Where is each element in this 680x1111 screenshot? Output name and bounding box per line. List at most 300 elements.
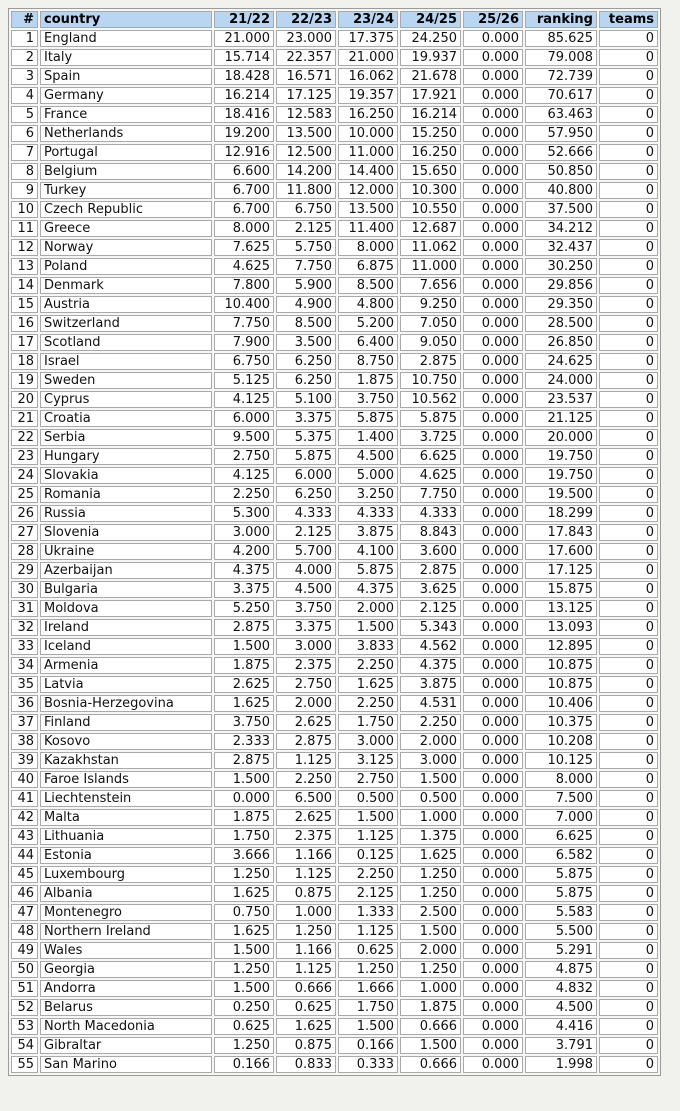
cell-s2324: 5.000 (338, 467, 398, 484)
cell-s2122: 6.700 (214, 201, 274, 218)
cell-country: Gibraltar (40, 1037, 212, 1054)
cell-s2223: 3.375 (276, 619, 336, 636)
cell-teams: 0 (599, 999, 658, 1016)
cell-s2122: 1.625 (214, 885, 274, 902)
cell-rank: 41 (11, 790, 38, 807)
cell-s2425: 10.550 (400, 201, 461, 218)
cell-rank: 8 (11, 163, 38, 180)
cell-s2324: 2.250 (338, 657, 398, 674)
cell-ranking: 10.208 (525, 733, 597, 750)
table-row (11, 125, 658, 142)
cell-s2324: 3.750 (338, 391, 398, 408)
cell-country: Portugal (40, 144, 212, 161)
cell-s2425: 0.500 (400, 790, 461, 807)
cell-s2223: 0.875 (276, 885, 336, 902)
cell-s2223: 1.125 (276, 752, 336, 769)
cell-teams: 0 (599, 353, 658, 370)
cell-s2324: 2.750 (338, 771, 398, 788)
cell-s2324: 17.375 (338, 30, 398, 47)
cell-s2526: 0.000 (463, 980, 523, 997)
cell-s2122: 7.900 (214, 334, 274, 351)
cell-s2526: 0.000 (463, 144, 523, 161)
cell-ranking: 4.875 (525, 961, 597, 978)
cell-s2526: 0.000 (463, 600, 523, 617)
cell-country: North Macedonia (40, 1018, 212, 1035)
cell-s2425: 10.300 (400, 182, 461, 199)
table-row (11, 961, 658, 978)
cell-s2425: 1.375 (400, 828, 461, 845)
table-row (11, 695, 658, 712)
cell-ranking: 17.843 (525, 524, 597, 541)
cell-teams: 0 (599, 277, 658, 294)
cell-s2425: 1.625 (400, 847, 461, 864)
cell-s2122: 3.000 (214, 524, 274, 541)
cell-s2526: 0.000 (463, 125, 523, 142)
cell-country: Spain (40, 68, 212, 85)
cell-country: Turkey (40, 182, 212, 199)
cell-s2425: 3.725 (400, 429, 461, 446)
cell-s2526: 0.000 (463, 866, 523, 883)
cell-country: Luxembourg (40, 866, 212, 883)
table-row (11, 999, 658, 1016)
table-row (11, 163, 658, 180)
cell-s2425: 3.600 (400, 543, 461, 560)
cell-ranking: 5.500 (525, 923, 597, 940)
cell-ranking: 17.125 (525, 562, 597, 579)
cell-rank: 48 (11, 923, 38, 940)
cell-s2122: 6.750 (214, 353, 274, 370)
cell-rank: 55 (11, 1056, 38, 1073)
cell-rank: 20 (11, 391, 38, 408)
cell-ranking: 50.850 (525, 163, 597, 180)
cell-rank: 19 (11, 372, 38, 389)
cell-teams: 0 (599, 258, 658, 275)
cell-s2324: 1.750 (338, 714, 398, 731)
table-row (11, 543, 658, 560)
column-header-s2526: 25/26 (463, 11, 523, 28)
cell-s2526: 0.000 (463, 315, 523, 332)
cell-s2122: 1.875 (214, 809, 274, 826)
cell-rank: 49 (11, 942, 38, 959)
cell-s2425: 1.500 (400, 923, 461, 940)
cell-s2526: 0.000 (463, 258, 523, 275)
cell-rank: 44 (11, 847, 38, 864)
table-row (11, 676, 658, 693)
cell-teams: 0 (599, 125, 658, 142)
cell-country: Andorra (40, 980, 212, 997)
cell-s2223: 16.571 (276, 68, 336, 85)
cell-country: Bosnia-Herzegovina (40, 695, 212, 712)
cell-s2425: 19.937 (400, 49, 461, 66)
cell-ranking: 7.000 (525, 809, 597, 826)
cell-s2122: 18.416 (214, 106, 274, 123)
cell-teams: 0 (599, 942, 658, 959)
cell-s2223: 17.125 (276, 87, 336, 104)
cell-ranking: 1.998 (525, 1056, 597, 1073)
cell-s2324: 1.400 (338, 429, 398, 446)
cell-rank: 17 (11, 334, 38, 351)
cell-s2122: 2.875 (214, 752, 274, 769)
cell-s2425: 5.343 (400, 619, 461, 636)
cell-country: Croatia (40, 410, 212, 427)
cell-s2122: 9.500 (214, 429, 274, 446)
cell-s2324: 1.500 (338, 1018, 398, 1035)
cell-s2526: 0.000 (463, 353, 523, 370)
cell-rank: 45 (11, 866, 38, 883)
table-row (11, 372, 658, 389)
cell-s2425: 16.250 (400, 144, 461, 161)
cell-rank: 9 (11, 182, 38, 199)
cell-s2324: 1.500 (338, 619, 398, 636)
cell-teams: 0 (599, 49, 658, 66)
cell-rank: 24 (11, 467, 38, 484)
cell-rank: 27 (11, 524, 38, 541)
cell-s2526: 0.000 (463, 49, 523, 66)
cell-rank: 14 (11, 277, 38, 294)
column-header-s2122: 21/22 (214, 11, 274, 28)
table-row (11, 391, 658, 408)
cell-s2324: 8.000 (338, 239, 398, 256)
cell-teams: 0 (599, 1018, 658, 1035)
cell-teams: 0 (599, 543, 658, 560)
cell-rank: 36 (11, 695, 38, 712)
cell-s2122: 3.750 (214, 714, 274, 731)
cell-s2324: 1.666 (338, 980, 398, 997)
cell-rank: 31 (11, 600, 38, 617)
cell-s2122: 5.125 (214, 372, 274, 389)
cell-country: Estonia (40, 847, 212, 864)
cell-s2223: 4.000 (276, 562, 336, 579)
cell-s2425: 7.656 (400, 277, 461, 294)
cell-s2122: 1.500 (214, 771, 274, 788)
cell-s2425: 8.843 (400, 524, 461, 541)
cell-s2324: 1.333 (338, 904, 398, 921)
cell-s2223: 1.166 (276, 942, 336, 959)
cell-s2122: 2.333 (214, 733, 274, 750)
cell-country: Poland (40, 258, 212, 275)
cell-s2324: 10.000 (338, 125, 398, 142)
cell-s2223: 12.583 (276, 106, 336, 123)
cell-s2526: 0.000 (463, 581, 523, 598)
cell-s2122: 16.214 (214, 87, 274, 104)
cell-teams: 0 (599, 638, 658, 655)
table-row (11, 353, 658, 370)
cell-s2223: 1.625 (276, 1018, 336, 1035)
table-row (11, 410, 658, 427)
cell-s2425: 2.125 (400, 600, 461, 617)
cell-s2223: 0.666 (276, 980, 336, 997)
cell-s2425: 0.666 (400, 1056, 461, 1073)
cell-country: Slovenia (40, 524, 212, 541)
cell-s2122: 4.125 (214, 467, 274, 484)
cell-s2526: 0.000 (463, 391, 523, 408)
cell-rank: 22 (11, 429, 38, 446)
cell-country: Malta (40, 809, 212, 826)
cell-s2223: 1.250 (276, 923, 336, 940)
cell-s2223: 22.357 (276, 49, 336, 66)
cell-rank: 4 (11, 87, 38, 104)
cell-s2425: 6.625 (400, 448, 461, 465)
cell-s2324: 4.800 (338, 296, 398, 313)
cell-teams: 0 (599, 847, 658, 864)
cell-s2526: 0.000 (463, 809, 523, 826)
cell-country: Israel (40, 353, 212, 370)
cell-country: Germany (40, 87, 212, 104)
cell-country: Wales (40, 942, 212, 959)
cell-s2122: 1.500 (214, 942, 274, 959)
table-row (11, 315, 658, 332)
cell-s2223: 6.500 (276, 790, 336, 807)
cell-ranking: 12.895 (525, 638, 597, 655)
cell-s2122: 2.625 (214, 676, 274, 693)
table-row (11, 904, 658, 921)
cell-s2324: 5.875 (338, 562, 398, 579)
cell-teams: 0 (599, 87, 658, 104)
table-row (11, 220, 658, 237)
cell-s2223: 2.375 (276, 657, 336, 674)
cell-rank: 40 (11, 771, 38, 788)
table-row (11, 68, 658, 85)
cell-s2122: 1.250 (214, 866, 274, 883)
cell-ranking: 20.000 (525, 429, 597, 446)
cell-teams: 0 (599, 961, 658, 978)
cell-s2324: 19.357 (338, 87, 398, 104)
table-row (11, 87, 658, 104)
table-row (11, 638, 658, 655)
cell-teams: 0 (599, 163, 658, 180)
cell-teams: 0 (599, 429, 658, 446)
cell-ranking: 70.617 (525, 87, 597, 104)
cell-s2324: 1.625 (338, 676, 398, 693)
cell-s2526: 0.000 (463, 30, 523, 47)
cell-country: England (40, 30, 212, 47)
table-row (11, 828, 658, 845)
table-row (11, 334, 658, 351)
cell-s2526: 0.000 (463, 505, 523, 522)
cell-country: Switzerland (40, 315, 212, 332)
cell-ranking: 4.416 (525, 1018, 597, 1035)
cell-ranking: 4.832 (525, 980, 597, 997)
cell-s2223: 1.125 (276, 866, 336, 883)
cell-s2324: 14.400 (338, 163, 398, 180)
cell-teams: 0 (599, 1037, 658, 1054)
cell-ranking: 37.500 (525, 201, 597, 218)
cell-s2223: 2.375 (276, 828, 336, 845)
cell-s2526: 0.000 (463, 220, 523, 237)
cell-s2223: 4.333 (276, 505, 336, 522)
cell-s2223: 1.000 (276, 904, 336, 921)
cell-s2122: 0.625 (214, 1018, 274, 1035)
cell-rank: 54 (11, 1037, 38, 1054)
cell-teams: 0 (599, 600, 658, 617)
cell-country: Liechtenstein (40, 790, 212, 807)
cell-teams: 0 (599, 676, 658, 693)
cell-s2122: 1.500 (214, 980, 274, 997)
table-row (11, 1056, 658, 1073)
cell-ranking: 10.125 (525, 752, 597, 769)
cell-s2122: 8.000 (214, 220, 274, 237)
table-row (11, 296, 658, 313)
cell-country: Kosovo (40, 733, 212, 750)
table-row (11, 429, 658, 446)
column-header-ranking: ranking (525, 11, 597, 28)
table-row (11, 467, 658, 484)
cell-s2122: 5.250 (214, 600, 274, 617)
cell-s2425: 21.678 (400, 68, 461, 85)
cell-s2324: 1.750 (338, 999, 398, 1016)
cell-rank: 12 (11, 239, 38, 256)
cell-rank: 30 (11, 581, 38, 598)
cell-s2122: 12.916 (214, 144, 274, 161)
table-row (11, 923, 658, 940)
cell-s2425: 1.875 (400, 999, 461, 1016)
cell-ranking: 26.850 (525, 334, 597, 351)
cell-ranking: 28.500 (525, 315, 597, 332)
header-row (11, 11, 658, 28)
cell-s2324: 6.875 (338, 258, 398, 275)
cell-teams: 0 (599, 448, 658, 465)
cell-s2223: 6.750 (276, 201, 336, 218)
cell-s2425: 17.921 (400, 87, 461, 104)
table-row (11, 258, 658, 275)
cell-ranking: 72.739 (525, 68, 597, 85)
cell-s2526: 0.000 (463, 448, 523, 465)
cell-ranking: 29.856 (525, 277, 597, 294)
cell-s2425: 2.000 (400, 733, 461, 750)
cell-s2324: 2.250 (338, 695, 398, 712)
cell-s2526: 0.000 (463, 277, 523, 294)
cell-s2223: 5.100 (276, 391, 336, 408)
cell-country: Albania (40, 885, 212, 902)
cell-ranking: 24.625 (525, 353, 597, 370)
cell-rank: 21 (11, 410, 38, 427)
cell-country: Belarus (40, 999, 212, 1016)
cell-country: Czech Republic (40, 201, 212, 218)
cell-s2526: 0.000 (463, 923, 523, 940)
cell-teams: 0 (599, 144, 658, 161)
table-row (11, 182, 658, 199)
cell-s2324: 1.250 (338, 961, 398, 978)
cell-teams: 0 (599, 980, 658, 997)
cell-s2223: 2.625 (276, 809, 336, 826)
cell-teams: 0 (599, 486, 658, 503)
cell-teams: 0 (599, 220, 658, 237)
cell-country: Georgia (40, 961, 212, 978)
cell-s2324: 0.500 (338, 790, 398, 807)
cell-teams: 0 (599, 923, 658, 940)
cell-s2223: 7.750 (276, 258, 336, 275)
cell-s2324: 4.500 (338, 448, 398, 465)
cell-teams: 0 (599, 372, 658, 389)
cell-s2425: 2.250 (400, 714, 461, 731)
cell-s2122: 0.166 (214, 1056, 274, 1073)
table-row (11, 448, 658, 465)
table-row (11, 790, 658, 807)
cell-teams: 0 (599, 68, 658, 85)
cell-country: San Marino (40, 1056, 212, 1073)
cell-ranking: 3.791 (525, 1037, 597, 1054)
cell-s2122: 1.500 (214, 638, 274, 655)
cell-s2223: 5.375 (276, 429, 336, 446)
cell-s2223: 4.900 (276, 296, 336, 313)
cell-rank: 16 (11, 315, 38, 332)
cell-ranking: 30.250 (525, 258, 597, 275)
cell-s2526: 0.000 (463, 999, 523, 1016)
table-row (11, 144, 658, 161)
cell-country: Latvia (40, 676, 212, 693)
cell-s2324: 5.200 (338, 315, 398, 332)
cell-s2324: 3.250 (338, 486, 398, 503)
cell-country: Italy (40, 49, 212, 66)
column-header-s2425: 24/25 (400, 11, 461, 28)
cell-s2324: 0.125 (338, 847, 398, 864)
cell-country: Belgium (40, 163, 212, 180)
cell-s2223: 0.875 (276, 1037, 336, 1054)
cell-country: Kazakhstan (40, 752, 212, 769)
cell-rank: 23 (11, 448, 38, 465)
cell-s2324: 0.166 (338, 1037, 398, 1054)
cell-ranking: 10.406 (525, 695, 597, 712)
cell-teams: 0 (599, 30, 658, 47)
cell-rank: 46 (11, 885, 38, 902)
cell-s2425: 2.875 (400, 353, 461, 370)
table-row (11, 201, 658, 218)
cell-s2122: 1.875 (214, 657, 274, 674)
cell-s2324: 2.250 (338, 866, 398, 883)
table-row (11, 486, 658, 503)
cell-teams: 0 (599, 1056, 658, 1073)
cell-s2324: 12.000 (338, 182, 398, 199)
cell-teams: 0 (599, 182, 658, 199)
cell-teams: 0 (599, 410, 658, 427)
cell-s2425: 7.750 (400, 486, 461, 503)
cell-s2324: 1.125 (338, 923, 398, 940)
cell-s2425: 3.875 (400, 676, 461, 693)
cell-ranking: 10.875 (525, 676, 597, 693)
cell-s2324: 4.100 (338, 543, 398, 560)
cell-rank: 32 (11, 619, 38, 636)
table-row (11, 239, 658, 256)
cell-country: Ukraine (40, 543, 212, 560)
cell-ranking: 15.875 (525, 581, 597, 598)
cell-s2526: 0.000 (463, 619, 523, 636)
cell-country: Scotland (40, 334, 212, 351)
cell-s2223: 0.625 (276, 999, 336, 1016)
cell-s2223: 6.000 (276, 467, 336, 484)
cell-ranking: 19.500 (525, 486, 597, 503)
cell-rank: 34 (11, 657, 38, 674)
cell-s2223: 5.750 (276, 239, 336, 256)
cell-s2223: 1.166 (276, 847, 336, 864)
cell-ranking: 19.750 (525, 448, 597, 465)
cell-country: Azerbaijan (40, 562, 212, 579)
table-row (11, 277, 658, 294)
table-row (11, 106, 658, 123)
cell-s2122: 21.000 (214, 30, 274, 47)
cell-s2526: 0.000 (463, 676, 523, 693)
cell-s2223: 4.500 (276, 581, 336, 598)
cell-rank: 52 (11, 999, 38, 1016)
cell-ranking: 19.750 (525, 467, 597, 484)
cell-ranking: 34.212 (525, 220, 597, 237)
cell-s2425: 4.625 (400, 467, 461, 484)
cell-s2526: 0.000 (463, 106, 523, 123)
cell-country: Hungary (40, 448, 212, 465)
cell-ranking: 5.875 (525, 885, 597, 902)
cell-s2324: 1.500 (338, 809, 398, 826)
cell-s2223: 2.875 (276, 733, 336, 750)
cell-s2425: 1.000 (400, 980, 461, 997)
